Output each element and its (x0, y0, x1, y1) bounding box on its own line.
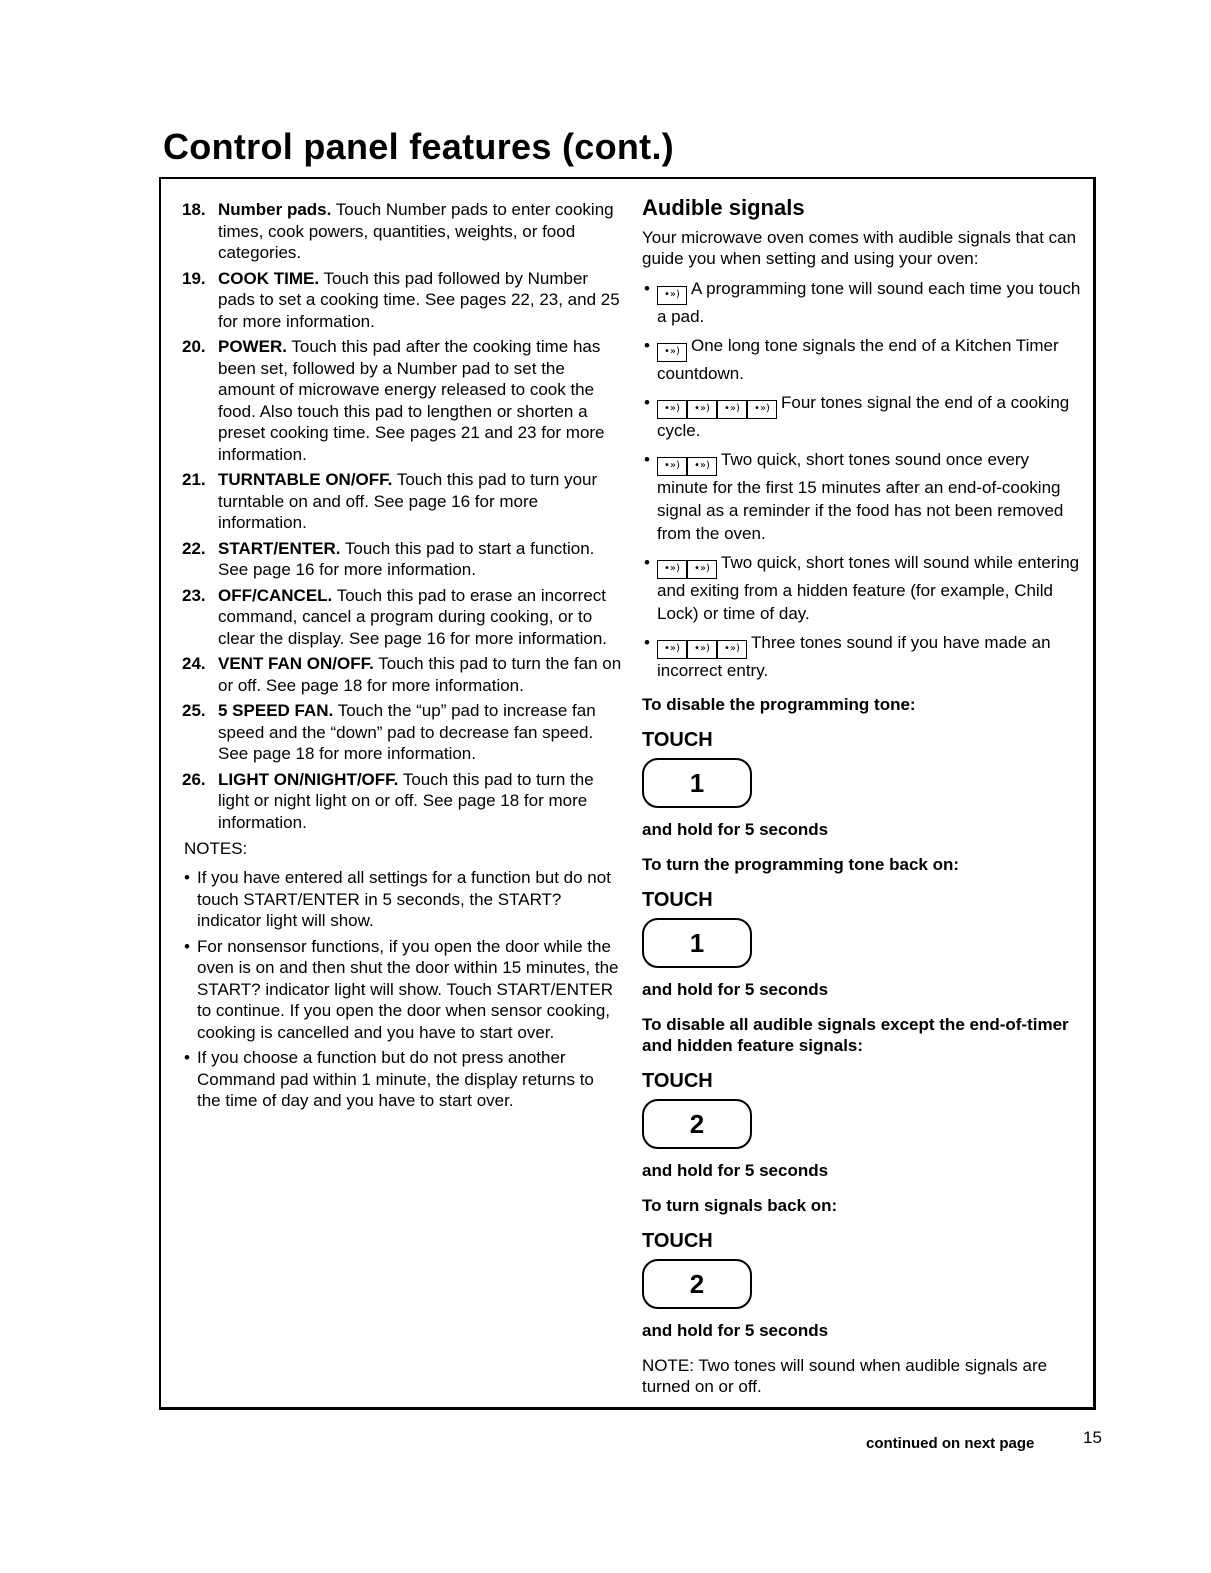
tone-icon: •») (657, 400, 687, 419)
signal-item (642, 334, 1082, 385)
number-2-pad[interactable]: 2 (642, 1259, 752, 1309)
bullet-icon: • (644, 279, 650, 298)
notes-heading: NOTES: (184, 839, 248, 858)
tone-icon: •») (687, 560, 717, 579)
feature-item (182, 199, 622, 264)
signal-item (642, 551, 1082, 625)
signal-text: A programming tone will sound each time you touch a pad. (657, 279, 1081, 326)
tone-icon: •») (687, 640, 717, 659)
feature-number: 20. (182, 337, 206, 356)
number-2-pad[interactable]: 2 (642, 1099, 752, 1149)
feature-name: 5 SPEED FAN. (218, 701, 334, 720)
signal-item (642, 448, 1082, 545)
signal-item (642, 277, 1082, 328)
bullet-icon: • (184, 936, 190, 956)
page-number: 15 (1083, 1428, 1102, 1447)
step-heading: To turn signals back on: (642, 1196, 838, 1215)
features-column (182, 199, 622, 1116)
bullet-icon: • (644, 393, 650, 412)
feature-name: COOK TIME. (218, 268, 320, 288)
feature-number: 26. (182, 769, 206, 789)
note-text: For nonsensor functions, if you open the door while the oven is on and then shut the door within 15 minutes, the START? indicator light will show. Touch START/ENTER to continue. If you open the door when sensor cooking, cooking is cancelled and you have to start over. (197, 936, 619, 1042)
feature-number: 19. (182, 268, 206, 288)
feature-item (182, 585, 622, 650)
feature-item (182, 700, 622, 765)
feature-name: TURNTABLE ON/OFF. (218, 470, 393, 489)
feature-number: 18. (182, 200, 206, 219)
touch-label: TOUCH (642, 1070, 713, 1092)
bullet-icon: • (644, 336, 650, 355)
signal-text: Three tones sound if you have made an incorrect entry. (657, 633, 1051, 680)
tone-icon: •») (657, 560, 687, 579)
feature-name: POWER. (218, 337, 287, 356)
hold-instruction: and hold for 5 seconds (642, 820, 829, 839)
tone-icon: •») (717, 400, 747, 419)
feature-number: 21. (182, 470, 206, 489)
bullet-icon: • (184, 868, 190, 887)
feature-number: 25. (182, 701, 206, 720)
tone-icon: •») (657, 343, 687, 362)
signal-text: Four tones signal the end of a cooking cycle. (657, 393, 1070, 440)
hold-instruction: and hold for 5 seconds (642, 1321, 829, 1340)
step-heading: To disable all audible signals except the end-of-timer and hidden feature signals: (642, 1015, 1069, 1055)
touch-label: TOUCH (642, 729, 713, 751)
bullet-icon: • (184, 1048, 190, 1067)
tone-icon: •») (687, 400, 717, 419)
continued-label: continued on next page (866, 1435, 1035, 1452)
step-heading: To turn the programming tone back on: (642, 855, 960, 874)
feature-description: Touch this pad to turn your turntable on and off. See page 16 for more information. (218, 470, 598, 532)
number-1-pad[interactable]: 1 (642, 918, 752, 968)
bullet-icon: • (644, 553, 650, 572)
tone-icon: •») (747, 400, 777, 419)
step-heading: To disable the programming tone: (642, 695, 916, 714)
feature-name: LIGHT ON/NIGHT/OFF. (218, 769, 399, 789)
feature-description: Touch this pad to start a function. See page 16 for more information. (218, 538, 595, 579)
tone-icon: •») (687, 457, 717, 476)
feature-name: OFF/CANCEL. (218, 585, 333, 605)
number-1-pad[interactable]: 1 (642, 758, 752, 808)
note-item (182, 1047, 622, 1112)
tone-icon: •») (657, 286, 687, 305)
tone-icon: •») (717, 640, 747, 659)
signal-item (642, 631, 1082, 682)
feature-name: START/ENTER. (218, 538, 341, 558)
feature-description: Touch this pad to turn the fan on or off. See page 18 for more information. (218, 654, 622, 695)
signal-item (642, 391, 1082, 442)
feature-description: Touch the “up” pad to increase fan speed and the “down” pad to decrease fan speed. See page 18 for more information. (218, 701, 596, 763)
feature-name: Number pads. (218, 200, 332, 219)
audible-signals-column (642, 195, 1082, 1397)
note-item (182, 936, 622, 1044)
tone-icon: •») (657, 457, 687, 476)
feature-description: Touch this pad after the cooking time has been set, followed by a Number pad to set the amount of microwave energy released to cook the food. Also touch this pad to lengthen or shorten a preset cooking time. See pages 21 and 23 for more information. (218, 337, 605, 464)
tone-icon: •») (657, 640, 687, 659)
page-title: Control panel features (cont.) (163, 126, 675, 167)
feature-number: 22. (182, 538, 206, 558)
feature-item (182, 538, 622, 581)
feature-description: Touch this pad to turn the light or night light on or off. See page 18 for more information. (218, 769, 594, 832)
feature-item (182, 769, 622, 834)
bullet-icon: • (644, 633, 650, 652)
bullet-icon: • (644, 450, 650, 469)
note-text: If you choose a function but do not press another Command pad within 1 minute, the display returns to the time of day and you have to start over. (197, 1048, 594, 1110)
feature-item (182, 653, 622, 696)
feature-item (182, 336, 622, 465)
section-intro: Your microwave oven comes with audible signals that can guide you when setting and using your oven: (642, 228, 1077, 268)
feature-number: 23. (182, 585, 206, 605)
touch-label: TOUCH (642, 889, 713, 911)
signal-text: Two quick, short tones sound once every minute for the first 15 minutes after an end-of-cooking signal as a reminder if the food has not been removed from the oven. (657, 450, 1064, 543)
note-item (182, 867, 622, 932)
hold-instruction: and hold for 5 seconds (642, 1161, 829, 1180)
feature-item (182, 469, 622, 534)
hold-instruction: and hold for 5 seconds (642, 980, 829, 999)
feature-number: 24. (182, 654, 206, 673)
audible-note: NOTE: Two tones will sound when audible signals are turned on or off. (642, 1356, 1048, 1396)
touch-label: TOUCH (642, 1230, 713, 1252)
feature-description: Touch this pad followed by Number pads to set a cooking time. See pages 22, 23, and 25 for more information. (218, 268, 620, 331)
feature-description: Touch this pad to erase an incorrect command, cancel a program during cooking, or to clear the display. See page 16 for more information. (218, 585, 608, 648)
signal-text: One long tone signals the end of a Kitchen Timer countdown. (657, 336, 1059, 383)
section-heading: Audible signals (642, 195, 805, 220)
signal-text: Two quick, short tones will sound while entering and exiting from a hidden feature (for example, Child Lock) or time of day. (657, 553, 1080, 623)
feature-description: Touch Number pads to enter cooking times, cook powers, quantities, weights, or food categories. (218, 200, 614, 262)
note-text: If you have entered all settings for a function but do not touch START/ENTER in 5 seconds, the START? indicator light will show. (197, 868, 611, 930)
feature-name: VENT FAN ON/OFF. (218, 654, 374, 673)
feature-item (182, 268, 622, 333)
